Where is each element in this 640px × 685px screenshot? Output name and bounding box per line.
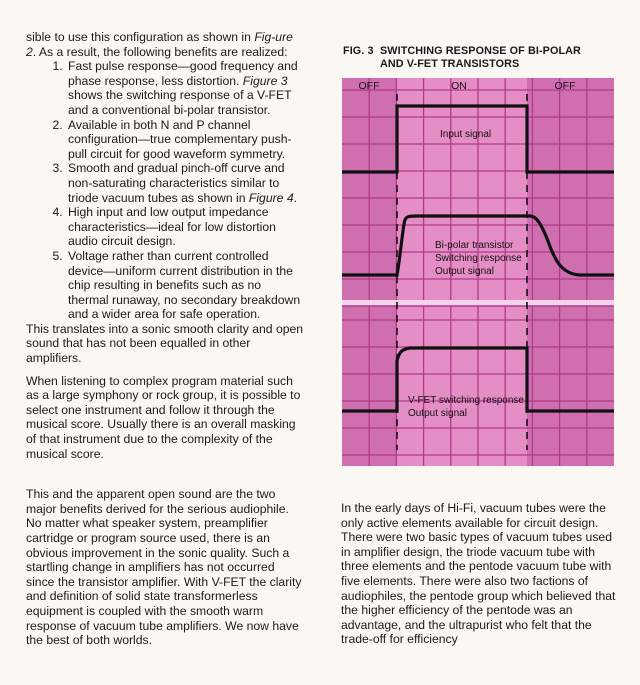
vfet-label-line1: V-FET switching response: [408, 395, 524, 406]
left-column: [26, 30, 304, 648]
benefits-summary-paragraph: This and the apparent open sound are the two major benefits derived for the serious audiophile. No matter what speaker system, preamplifier cartridge or program source used, there is an obvious improvement in the sonic quality. Such a startling change in amplifiers has not occurred since the transistor amplifier. With V-FET the clarity and definition of solid state transformerless equipment is coupled with the smooth warm response of vacuum tube amplifiers. We now have the best of both worlds.: [26, 487, 302, 648]
text-run: Voltage rather than current controlled device—uniform current distribution in the chip resulting in benefits such as no thermal runaway, no secondary breakdown and a wider area for safe operation.: [68, 248, 301, 322]
figure-reference: Figure 4: [248, 190, 294, 205]
figure-reference: Figure 3: [242, 73, 288, 88]
figure-title-line2: AND V-FET TRANSISTORS: [380, 57, 520, 70]
figure-title-line1: SWITCHING RESPONSE OF BI-POLAR: [380, 45, 581, 57]
bipolar-label-line3: Output signal: [435, 266, 494, 277]
benefits-list: [26, 59, 304, 322]
text-run: Smooth and gradual pinch-off curve and non-saturating characteristics similar to triode vacuum tubes as shown in: [68, 161, 285, 205]
text-run: sible to use this configuration as shown in: [26, 30, 255, 44]
text-run: Fast pulse response—good frequency and phase response, less distortion.: [68, 59, 298, 88]
text-run: High input and low output impedance characteristics—ideal for low distortion audio circuit design.: [68, 205, 276, 249]
input-signal-label: Input signal: [440, 129, 492, 140]
benefit-item: [66, 118, 304, 162]
panel-divider: [342, 300, 614, 306]
text-run: . As a result, the following benefits are realized:: [32, 44, 288, 59]
text-run: .: [293, 190, 297, 205]
benefit-item: [66, 205, 304, 249]
benefit-item: [66, 59, 304, 117]
text-run: shows the switching response of a V-FET and a conventional bi-polar transistor.: [68, 88, 292, 117]
figure-number: FIG. 3: [343, 45, 374, 57]
figure-reference: Fig-ure 2: [26, 30, 293, 59]
benefit-item: [66, 161, 304, 205]
bipolar-label-line1: Bi-polar transistor: [435, 240, 514, 251]
bipolar-label-line2: Switching response: [435, 253, 522, 264]
state-label-off-left: OFF: [358, 80, 380, 92]
hifi-paragraph: In the early days of Hi-Fi, vacuum tubes were the only active elements available for circuit design. There were two basic types of vacuum tubes used in amplifier design, the triode vacuum tube with three elements and the pentode vacuum tube with five elements. There were also two factions of audiophiles, the pentode group which believed that the higher efficiency of the pentode was an advantage, and the ultrapurist who felt that the trade-off for efficiency: [341, 501, 616, 647]
vfet-label-line2: Output signal: [408, 408, 467, 419]
intro-paragraph: [26, 30, 304, 59]
text-run: Available in both N and P channel configuration—true complementary push-pull circuit for good waveform symmetry.: [68, 117, 292, 161]
switching-response-figure: [342, 78, 614, 466]
listening-paragraph: When listening to complex program material such as a large symphony or rock group, it is possible to select one instrument and follow it through the musical score. Usually there is an overall masking of that instrument due to the complexity of the musical score.: [26, 373, 301, 461]
state-label-on: ON: [451, 80, 467, 92]
benefit-item: [66, 249, 304, 322]
translates-paragraph: This translates into a sonic smooth clarity and open sound that has not been equalled in other amplifiers.: [26, 321, 304, 366]
right-column: [341, 501, 619, 647]
state-label-off-right: OFF: [554, 80, 576, 92]
figure-caption: [343, 45, 623, 70]
